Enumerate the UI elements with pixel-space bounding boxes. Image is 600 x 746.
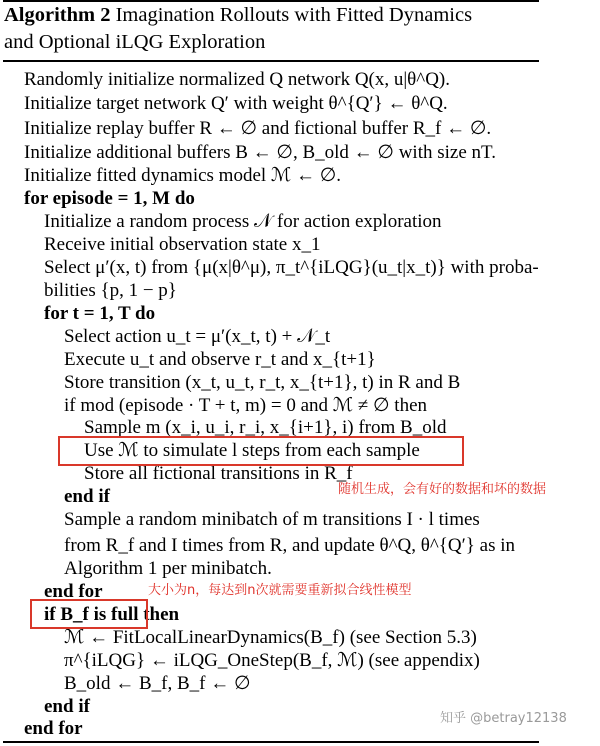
- watermark: 知乎 @betray12138: [440, 711, 567, 726]
- line-simulate: Use ℳ to simulate l steps from each sample: [84, 440, 420, 461]
- buffer-full-highlight-box: [30, 599, 148, 629]
- line-26: π^{iLQG} ← iLQG_OneStep(B_f, ℳ) (see appendix): [64, 650, 480, 671]
- line-21: from R_f and I times from R, and update θ^Q, θ^{Q′} as in: [64, 535, 516, 556]
- line-end-if-inner: end if: [64, 486, 110, 507]
- annotation-random-data: 随机生成，会有好的数据和坏的数据: [338, 482, 547, 497]
- line-22: Algorithm 1 per minibatch.: [64, 558, 272, 579]
- line-for-episode: for episode = 1, M do: [24, 188, 195, 209]
- title-rule: [3, 60, 539, 62]
- line-4: Initialize additional buffers B ← ∅, B_old ← ∅ with size nT.: [24, 142, 496, 163]
- line-end-if-outer: end if: [44, 696, 90, 717]
- line-3: Initialize replay buffer R ← ∅ and fictional buffer R_f ← ∅.: [24, 118, 492, 139]
- line-for-t: for t = 1, T do: [44, 303, 156, 324]
- line-end-for-t: end for: [44, 581, 103, 602]
- line-16: Sample m (x_i, u_i, r_i, x_{i+1}, i) from B_old: [84, 417, 447, 438]
- line-2: Initialize target network Q′ with weight θ^{Q′} ← θ^Q.: [24, 93, 448, 114]
- line-7: Initialize a random process 𝒩 for action exploration: [44, 211, 442, 232]
- line-27: B_old ← B_f, B_f ← ∅: [64, 673, 251, 694]
- algorithm-title-line2: and Optional iLQG Exploration: [4, 31, 266, 53]
- annotation-refit-model: 大小为n，每达到n次就需要重新拟合线性模型: [148, 583, 412, 598]
- line-if-full: if B_f is full then: [44, 604, 180, 625]
- algorithm-title: [4, 2, 544, 56]
- line-12: Select action u_t = μ′(x_t, t) + 𝒩_t: [64, 326, 331, 347]
- line-1: Randomly initialize normalized Q network Q(x, u|θ^Q).: [24, 69, 450, 90]
- line-20: Sample a random minibatch of m transitions I · l times: [64, 509, 480, 530]
- line-25: ℳ ← FitLocalLinearDynamics(B_f) (see Section 5.3): [64, 627, 477, 648]
- simulate-highlight-box: [58, 436, 464, 466]
- bottom-rule: [3, 741, 539, 743]
- line-14: Store transition (x_t, u_t, r_t, x_{t+1}, t) in R and B: [64, 372, 461, 393]
- line-18: Store all fictional transitions in R_f: [84, 463, 353, 484]
- line-end-for-episode: end for: [24, 718, 83, 739]
- algorithm-label: Algorithm 2: [4, 4, 111, 26]
- line-5: Initialize fitted dynamics model ℳ ← ∅.: [24, 165, 342, 186]
- algorithm-title-line1: Imagination Rollouts with Fitted Dynamics: [115, 4, 473, 26]
- line-10: bilities {p, 1 − p}: [44, 280, 177, 301]
- line-if-mod: if mod (episode · T + t, m) = 0 and ℳ ≠ ∅ then: [64, 395, 428, 416]
- line-13: Execute u_t and observe r_t and x_{t+1}: [64, 349, 376, 370]
- line-9: Select μ′(x, t) from {μ(x|θ^μ), π_t^{iLQG}(u_t|x_t)} with proba-: [44, 257, 539, 278]
- line-8: Receive initial observation state x_1: [44, 234, 321, 255]
